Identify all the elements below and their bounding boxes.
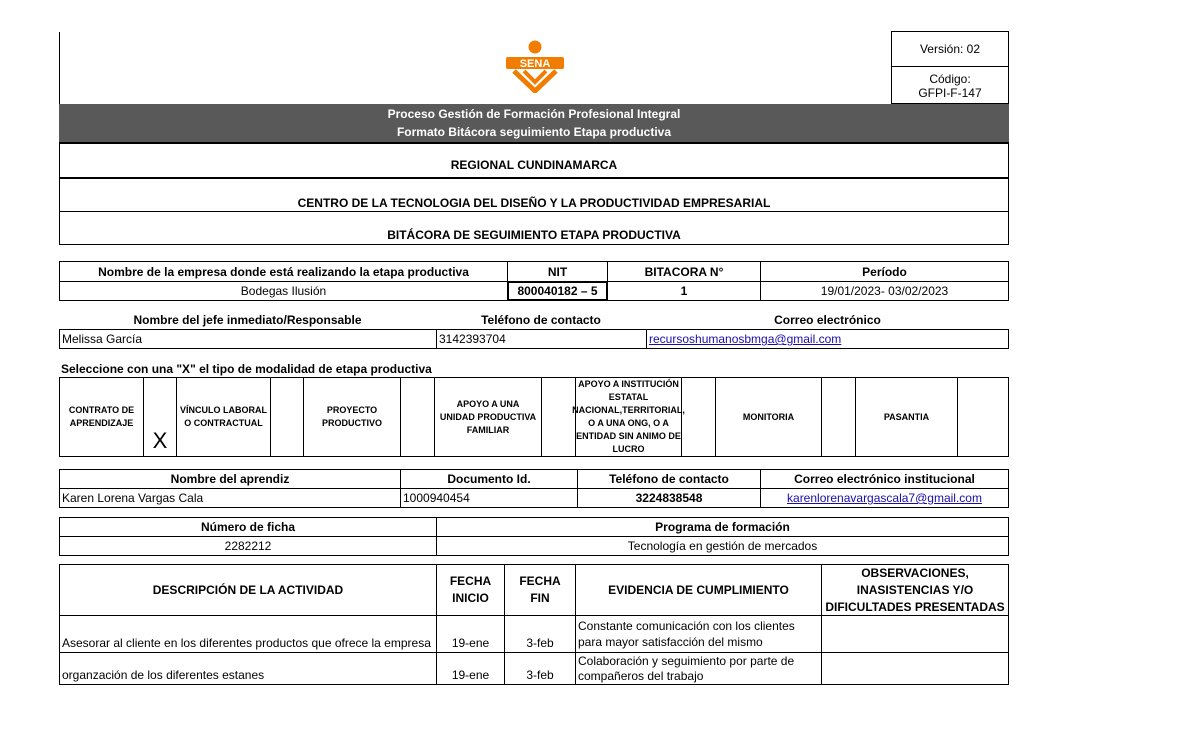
logo-text: SENA bbox=[519, 58, 551, 70]
regional-title: REGIONAL CUNDINAMARCA bbox=[59, 144, 1009, 177]
activity-start-header: FECHA INICIO bbox=[436, 564, 505, 616]
learner-doc-value: 1000940454 bbox=[400, 488, 578, 508]
learner-phone-value: 3224838548 bbox=[577, 488, 761, 508]
centro-title: CENTRO DE LA TECNOLOGIA DEL DISEÑO Y LA PRODUCTIVIDAD EMPRESARIAL bbox=[59, 179, 1009, 212]
activity-description: Asesorar al cliente en los diferentes productos que ofrece la empresa bbox=[59, 615, 437, 653]
activity-observations bbox=[821, 652, 1009, 685]
nit-value: 800040182 – 5 bbox=[507, 281, 608, 301]
activity-evidence: Colaboración y seguimiento por parte de compañeros del trabajo bbox=[575, 652, 822, 685]
option-institucion-estatal: APOYO A INSTITUCIÓN ESTATAL NACIONAL,TERRITORIAL, O A UNA ONG, O A ENTIDAD SIN ANIMO DE LUCRO bbox=[575, 377, 682, 457]
checkbox-institucion-estatal[interactable] bbox=[681, 377, 716, 457]
version-text: Versión: 02 bbox=[892, 32, 1008, 67]
activity-description-header: DESCRIPCIÓN DE LA ACTIVIDAD bbox=[59, 564, 437, 616]
boss-name-header: Nombre del jefe inmediato/Responsable bbox=[133, 313, 362, 327]
ficha-header: Número de ficha bbox=[59, 517, 437, 537]
learner-phone-header: Teléfono de contacto bbox=[577, 469, 761, 489]
ficha-value: 2282212 bbox=[59, 536, 437, 556]
version-box bbox=[891, 31, 1009, 104]
period-value: 19/01/2023- 03/02/2023 bbox=[760, 281, 1009, 301]
checkbox-proyecto-productivo[interactable] bbox=[400, 377, 435, 457]
period-header: Período bbox=[760, 261, 1009, 282]
activity-description: organzación de los diferentes estanes bbox=[59, 652, 437, 685]
activity-start: 19-ene bbox=[436, 615, 505, 653]
learner-name-header: Nombre del aprendiz bbox=[59, 469, 401, 489]
title-band bbox=[59, 104, 1009, 142]
company-name-value: Bodegas Ilusión bbox=[59, 281, 508, 301]
checkbox-monitoria[interactable] bbox=[821, 377, 856, 457]
option-proyecto-productivo: PROYECTO PRODUCTIVO bbox=[303, 377, 401, 457]
activity-evidence: Constante comunicación con los clientes para mayor satisfacción del mismo bbox=[575, 615, 822, 653]
option-contrato-aprendizaje: CONTRATO DE APRENDIZAJE bbox=[59, 377, 144, 457]
option-pasantia: PASANTIA bbox=[855, 377, 958, 457]
checkbox-unidad-productiva-familiar[interactable] bbox=[541, 377, 576, 457]
activity-start: 19-ene bbox=[436, 652, 505, 685]
checkbox-pasantia[interactable] bbox=[957, 377, 1009, 457]
learner-email-header: Correo electrónico institucional bbox=[760, 469, 1009, 489]
company-name-header: Nombre de la empresa donde está realizando la etapa productiva bbox=[59, 261, 508, 282]
boss-name-value: Melissa García bbox=[59, 329, 437, 349]
bitacora-number-header: BITACORA N° bbox=[607, 261, 761, 282]
boss-phone-header: Teléfono de contacto bbox=[481, 313, 601, 327]
nit-header: NIT bbox=[507, 261, 608, 282]
checkbox-vinculo-laboral[interactable] bbox=[270, 377, 304, 457]
activity-end-header: FECHA FIN bbox=[504, 564, 576, 616]
activity-end: 3-feb bbox=[504, 652, 576, 685]
code-label: Código: bbox=[929, 71, 971, 86]
learner-email-link[interactable]: karenlorenavargascala7@gmail.com bbox=[760, 488, 1009, 508]
sena-logo bbox=[500, 38, 570, 94]
boss-email-header: Correo electrónico bbox=[774, 313, 881, 327]
bitacora-title: BITÁCORA DE SEGUIMIENTO ETAPA PRODUCTIVA bbox=[59, 212, 1009, 245]
activity-observations bbox=[821, 615, 1009, 653]
learner-name-value: Karen Lorena Vargas Cala bbox=[59, 488, 401, 508]
learner-doc-header: Documento Id. bbox=[400, 469, 578, 489]
code-value: GFPI-F-147 bbox=[918, 85, 982, 100]
option-unidad-productiva-familiar: APOYO A UNA UNIDAD PRODUCTIVA FAMILIAR bbox=[434, 377, 542, 457]
boss-email-link[interactable]: recursoshumanosbmga@gmail.com bbox=[646, 329, 1009, 349]
activity-end: 3-feb bbox=[504, 615, 576, 653]
option-monitoria: MONITORIA bbox=[715, 377, 822, 457]
option-vinculo-laboral: VÍNCULO LABORAL O CONTRACTUAL bbox=[176, 377, 271, 457]
sena-logo-icon bbox=[502, 39, 568, 93]
programa-header: Programa de formación bbox=[436, 517, 1009, 537]
checkbox-contrato-aprendizaje[interactable]: X bbox=[143, 377, 177, 457]
process-title: Proceso Gestión de Formación Profesional Integral bbox=[387, 107, 681, 121]
bitacora-number-value: 1 bbox=[607, 281, 761, 301]
programa-value: Tecnología en gestión de mercados bbox=[436, 536, 1009, 556]
activity-evidence-header: EVIDENCIA DE CUMPLIMIENTO bbox=[575, 564, 822, 616]
format-title: Formato Bitácora seguimiento Etapa productiva bbox=[396, 125, 672, 139]
modality-prompt: Seleccione con una "X" el tipo de modalidad de etapa productiva bbox=[61, 362, 432, 376]
boss-phone-value: 3142393704 bbox=[436, 329, 647, 349]
activity-observations-header: OBSERVACIONES, INASISTENCIAS Y/O DIFICULTADES PRESENTADAS bbox=[821, 564, 1009, 616]
